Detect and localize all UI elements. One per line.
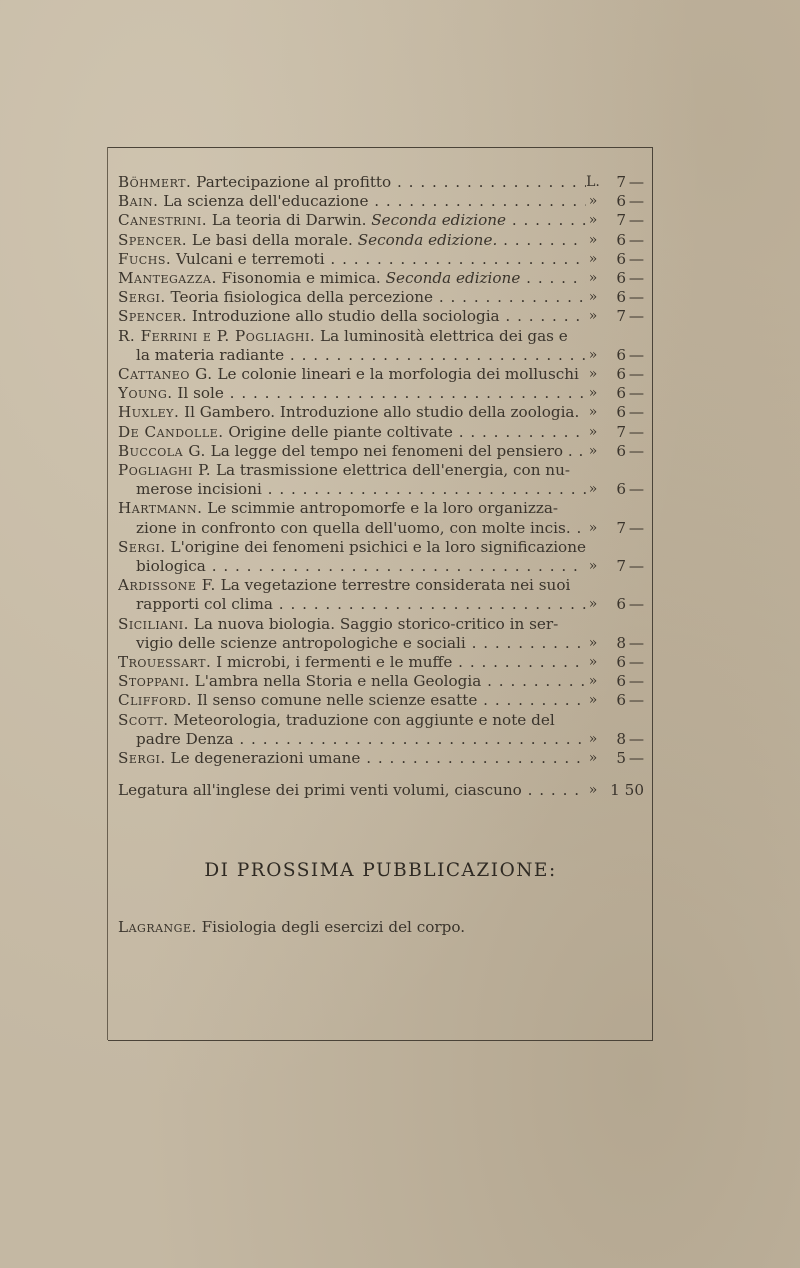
entry-price: 8 bbox=[616, 729, 626, 748]
entry-text bbox=[118, 615, 586, 653]
entry-title: Il Gambero. Introduzione allo studio della zoologia. bbox=[184, 403, 580, 422]
entry-author: Mantegazza. bbox=[118, 269, 217, 288]
entry-edition: Seconda edizione bbox=[371, 211, 507, 230]
entry-currency: » bbox=[588, 634, 598, 651]
catalog-entry bbox=[118, 173, 644, 192]
entry-dash: — bbox=[628, 173, 644, 191]
catalog-entry bbox=[118, 327, 644, 365]
entry-price: 8 bbox=[616, 633, 626, 652]
entry-title: La vegetazione terrestre considerata nei suoi bbox=[220, 576, 571, 595]
catalog-entry bbox=[118, 231, 644, 250]
entry-author: Spencer. bbox=[118, 230, 188, 249]
entry-currency: » bbox=[588, 231, 598, 248]
entry-author: Pogliaghi P. bbox=[118, 461, 212, 480]
entry-currency: » bbox=[588, 750, 598, 767]
entry-dash: — bbox=[628, 595, 644, 614]
catalog-entry bbox=[118, 192, 644, 211]
entry-price: 6 bbox=[616, 480, 626, 499]
entry-dash: — bbox=[628, 230, 644, 249]
entry-title: Le degenerazioni umane bbox=[170, 749, 361, 768]
entry-text bbox=[118, 403, 586, 422]
entry-dash: — bbox=[628, 441, 644, 460]
entry-currency: » bbox=[588, 404, 598, 421]
binding-price-line bbox=[118, 781, 644, 800]
entry-price: 6 bbox=[616, 345, 626, 364]
entry-author: Cattaneo G. bbox=[118, 365, 213, 384]
entry-title: Vulcani e terremoti bbox=[176, 249, 325, 268]
entry-text bbox=[118, 576, 586, 614]
entry-author: Stoppani. bbox=[118, 672, 190, 691]
entry-price: 6 bbox=[616, 595, 626, 614]
entry-author: Scott. bbox=[118, 710, 169, 729]
catalog-entry bbox=[118, 365, 644, 384]
frame-top-rule bbox=[108, 147, 653, 148]
entry-currency: » bbox=[588, 250, 598, 267]
entry-dash: — bbox=[628, 384, 644, 403]
entry-text bbox=[118, 307, 586, 326]
entry-text bbox=[118, 173, 586, 192]
upcoming-author: Lagrange. bbox=[118, 918, 197, 936]
entry-title: La luminosità elettrica dei gas e bbox=[320, 326, 568, 345]
entry-title: L'origine dei fenomeni psichici e la loro significazione bbox=[170, 537, 586, 556]
entry-author: Huxley. bbox=[118, 403, 180, 422]
entry-title-continued: merose incisioni . . . bbox=[118, 480, 586, 499]
frame-right-rule bbox=[652, 147, 653, 1040]
entry-price: 7 bbox=[616, 173, 626, 191]
catalog-entry bbox=[118, 615, 644, 653]
catalog-entry bbox=[118, 384, 644, 403]
entry-title: Il sole bbox=[177, 384, 224, 403]
entry-currency: » bbox=[588, 270, 598, 287]
entry-text bbox=[118, 442, 586, 461]
binding-price: 1 50 bbox=[610, 781, 644, 799]
entry-title: Introduzione allo studio della sociologia bbox=[191, 307, 500, 326]
entry-text bbox=[118, 538, 586, 576]
entry-title: Il senso comune nelle scienze esatte bbox=[196, 691, 478, 710]
entry-dash: — bbox=[628, 345, 644, 364]
entry-price: 7 bbox=[616, 518, 626, 537]
entry-currency: » bbox=[588, 442, 598, 459]
catalog-entry bbox=[118, 307, 644, 326]
entry-title: Fisonomia e mimica. bbox=[221, 269, 381, 288]
entry-text bbox=[118, 384, 586, 403]
catalog-entry bbox=[118, 749, 644, 768]
entry-author: Sergi. bbox=[118, 288, 166, 307]
entry-author: Sergi. bbox=[118, 537, 166, 556]
catalog-entry bbox=[118, 576, 644, 614]
entry-dash: — bbox=[628, 672, 644, 691]
entry-edition: Seconda edizione bbox=[385, 269, 521, 288]
entry-title-continued: vigio delle scienze antropologiche e sociali . . . bbox=[118, 634, 586, 653]
entry-dash: — bbox=[628, 288, 644, 307]
entry-currency: » bbox=[588, 346, 598, 363]
entry-title-continued: rapporti col clima . . . bbox=[118, 595, 586, 614]
entry-price: 5 bbox=[616, 749, 626, 768]
entry-currency: » bbox=[588, 519, 598, 536]
catalog-entry bbox=[118, 538, 644, 576]
entry-currency: » bbox=[588, 308, 598, 325]
catalog-entry bbox=[118, 461, 644, 499]
entry-dash: — bbox=[628, 729, 644, 748]
entry-price: 7 bbox=[616, 422, 626, 441]
entry-author: Siciliani. bbox=[118, 614, 189, 633]
entry-price: 6 bbox=[616, 269, 626, 288]
entry-dash: — bbox=[628, 749, 644, 768]
entry-text bbox=[118, 288, 586, 307]
binding-currency: » bbox=[588, 782, 598, 798]
entry-title: Teoria fisiologica della percezione bbox=[170, 288, 434, 307]
entry-author: Trouessart. bbox=[118, 653, 212, 672]
entry-currency: » bbox=[588, 289, 598, 306]
entry-text bbox=[118, 250, 586, 269]
entry-dash: — bbox=[628, 192, 644, 211]
catalog-entry bbox=[118, 211, 644, 230]
entry-currency: L. bbox=[586, 174, 600, 190]
catalog-entry bbox=[118, 269, 644, 288]
frame-left-rule bbox=[107, 147, 108, 1040]
entry-author: Sergi. bbox=[118, 749, 166, 768]
entry-dash: — bbox=[628, 691, 644, 710]
entry-dash: — bbox=[628, 403, 644, 422]
catalog-entry bbox=[118, 499, 644, 537]
entry-title: Le basi della morale. bbox=[191, 230, 353, 249]
entry-text bbox=[118, 269, 586, 288]
entry-author: Buccola G. bbox=[118, 441, 206, 460]
entry-currency: » bbox=[588, 692, 598, 709]
entry-price: 7 bbox=[616, 307, 626, 326]
catalog-entry bbox=[118, 250, 644, 269]
catalog-entry bbox=[118, 403, 644, 422]
entry-text bbox=[118, 653, 586, 672]
catalog-entry bbox=[118, 691, 644, 710]
entry-text bbox=[118, 461, 586, 499]
entry-dash: — bbox=[628, 480, 644, 499]
entry-dash: — bbox=[628, 365, 644, 384]
upcoming-entry bbox=[118, 918, 465, 936]
upcoming-title: Fisiologia degli esercizi del corpo. bbox=[201, 918, 466, 936]
entry-currency: » bbox=[588, 366, 598, 383]
entry-price: 6 bbox=[616, 403, 626, 422]
entry-dash: — bbox=[628, 518, 644, 537]
entry-text bbox=[118, 672, 586, 691]
entry-title-continued: padre Denza . . . bbox=[118, 730, 586, 749]
entry-price: 6 bbox=[616, 192, 626, 211]
entry-price: 7 bbox=[616, 557, 626, 576]
entry-currency: » bbox=[588, 423, 598, 440]
entry-author: Young. bbox=[118, 384, 173, 403]
entry-title: Partecipazione al profitto bbox=[196, 173, 392, 191]
entry-dash: — bbox=[628, 633, 644, 652]
catalog-list bbox=[118, 173, 644, 768]
entry-text bbox=[118, 192, 586, 211]
entry-text bbox=[118, 691, 586, 710]
entry-text bbox=[118, 749, 586, 768]
entry-text bbox=[118, 423, 586, 442]
entry-text bbox=[118, 499, 586, 537]
entry-dash: — bbox=[628, 249, 644, 268]
entry-currency: » bbox=[588, 193, 598, 210]
entry-currency: » bbox=[588, 481, 598, 498]
entry-author: Hartmann. bbox=[118, 499, 203, 518]
entry-author: De Candolle. bbox=[118, 422, 224, 441]
entry-dash: — bbox=[628, 211, 644, 230]
catalog-entry bbox=[118, 423, 644, 442]
entry-title-continued: biologica . . . bbox=[118, 557, 586, 576]
entry-author: Canestrini. bbox=[118, 211, 208, 230]
catalog-entry bbox=[118, 672, 644, 691]
entry-author: Böhmert. bbox=[118, 173, 192, 191]
entry-dash: — bbox=[628, 422, 644, 441]
entry-author: Spencer. bbox=[118, 307, 188, 326]
entry-title: La trasmissione elettrica dell'energia, con nu- bbox=[215, 461, 570, 480]
entry-price: 6 bbox=[616, 672, 626, 691]
entry-text bbox=[118, 231, 586, 250]
binding-text: Legatura all'inglese dei primi venti volumi, ciascuno . . . bbox=[118, 781, 586, 800]
entry-currency: » bbox=[588, 212, 598, 229]
entry-title: Le scimmie antropomorfe e la loro organizza- bbox=[207, 499, 559, 518]
frame-bottom-rule bbox=[108, 1040, 653, 1041]
entry-title: La legge del tempo nei fenomeni del pensiero . bbox=[210, 441, 573, 460]
entry-price: 7 bbox=[616, 211, 626, 230]
entry-price: 6 bbox=[616, 365, 626, 384]
entry-price: 6 bbox=[616, 691, 626, 710]
entry-dash: — bbox=[628, 307, 644, 326]
entry-title: Le colonie lineari e la morfologia dei molluschi bbox=[217, 365, 579, 384]
entry-title: Meteorologia, traduzione con aggiunte e note del bbox=[173, 710, 555, 729]
entry-author: R. Ferrini e P. Pogliaghi. bbox=[118, 326, 316, 345]
entry-price: 6 bbox=[616, 441, 626, 460]
entry-price: 6 bbox=[616, 249, 626, 268]
entry-title: La scienza dell'educazione bbox=[163, 192, 369, 211]
entry-currency: » bbox=[588, 596, 598, 613]
entry-dash: — bbox=[628, 269, 644, 288]
entry-currency: » bbox=[588, 654, 598, 671]
entry-title: La teoria di Darwin. bbox=[211, 211, 367, 230]
entry-text bbox=[118, 365, 586, 384]
catalog-entry bbox=[118, 442, 644, 461]
entry-title: L'ambra nella Storia e nella Geologia bbox=[194, 672, 482, 691]
entry-price: 6 bbox=[616, 384, 626, 403]
entry-author: Ardissone F. bbox=[118, 576, 216, 595]
entry-edition: Seconda edizione. bbox=[357, 230, 498, 249]
entry-price: 6 bbox=[616, 230, 626, 249]
entry-currency: » bbox=[588, 730, 598, 747]
entry-title: I microbi, i fermenti e le muffe bbox=[216, 653, 453, 672]
upcoming-heading: DI PROSSIMA PUBBLICAZIONE: bbox=[204, 860, 557, 881]
entry-title: La nuova biologia. Saggio storico-critico in ser- bbox=[193, 614, 559, 633]
entry-author: Fuchs. bbox=[118, 249, 172, 268]
entry-dash: — bbox=[628, 653, 644, 672]
entry-currency: » bbox=[588, 673, 598, 690]
entry-currency: » bbox=[588, 558, 598, 575]
entry-text bbox=[118, 327, 586, 365]
catalog-entry bbox=[118, 288, 644, 307]
entry-text bbox=[118, 211, 586, 230]
entry-text bbox=[118, 711, 586, 749]
entry-author: Clifford. bbox=[118, 691, 192, 710]
entry-author: Bain. bbox=[118, 192, 159, 211]
entry-price: 6 bbox=[616, 288, 626, 307]
entry-dash: — bbox=[628, 557, 644, 576]
entry-title-continued: zione in confronto con quella dell'uomo, con molte incis. . . . bbox=[118, 519, 586, 538]
catalog-entry bbox=[118, 653, 644, 672]
catalog-entry bbox=[118, 711, 644, 749]
entry-title: Origine delle piante coltivate bbox=[228, 422, 453, 441]
entry-currency: » bbox=[588, 385, 598, 402]
entry-title-continued: la materia radiante . . . bbox=[118, 346, 586, 365]
entry-price: 6 bbox=[616, 653, 626, 672]
